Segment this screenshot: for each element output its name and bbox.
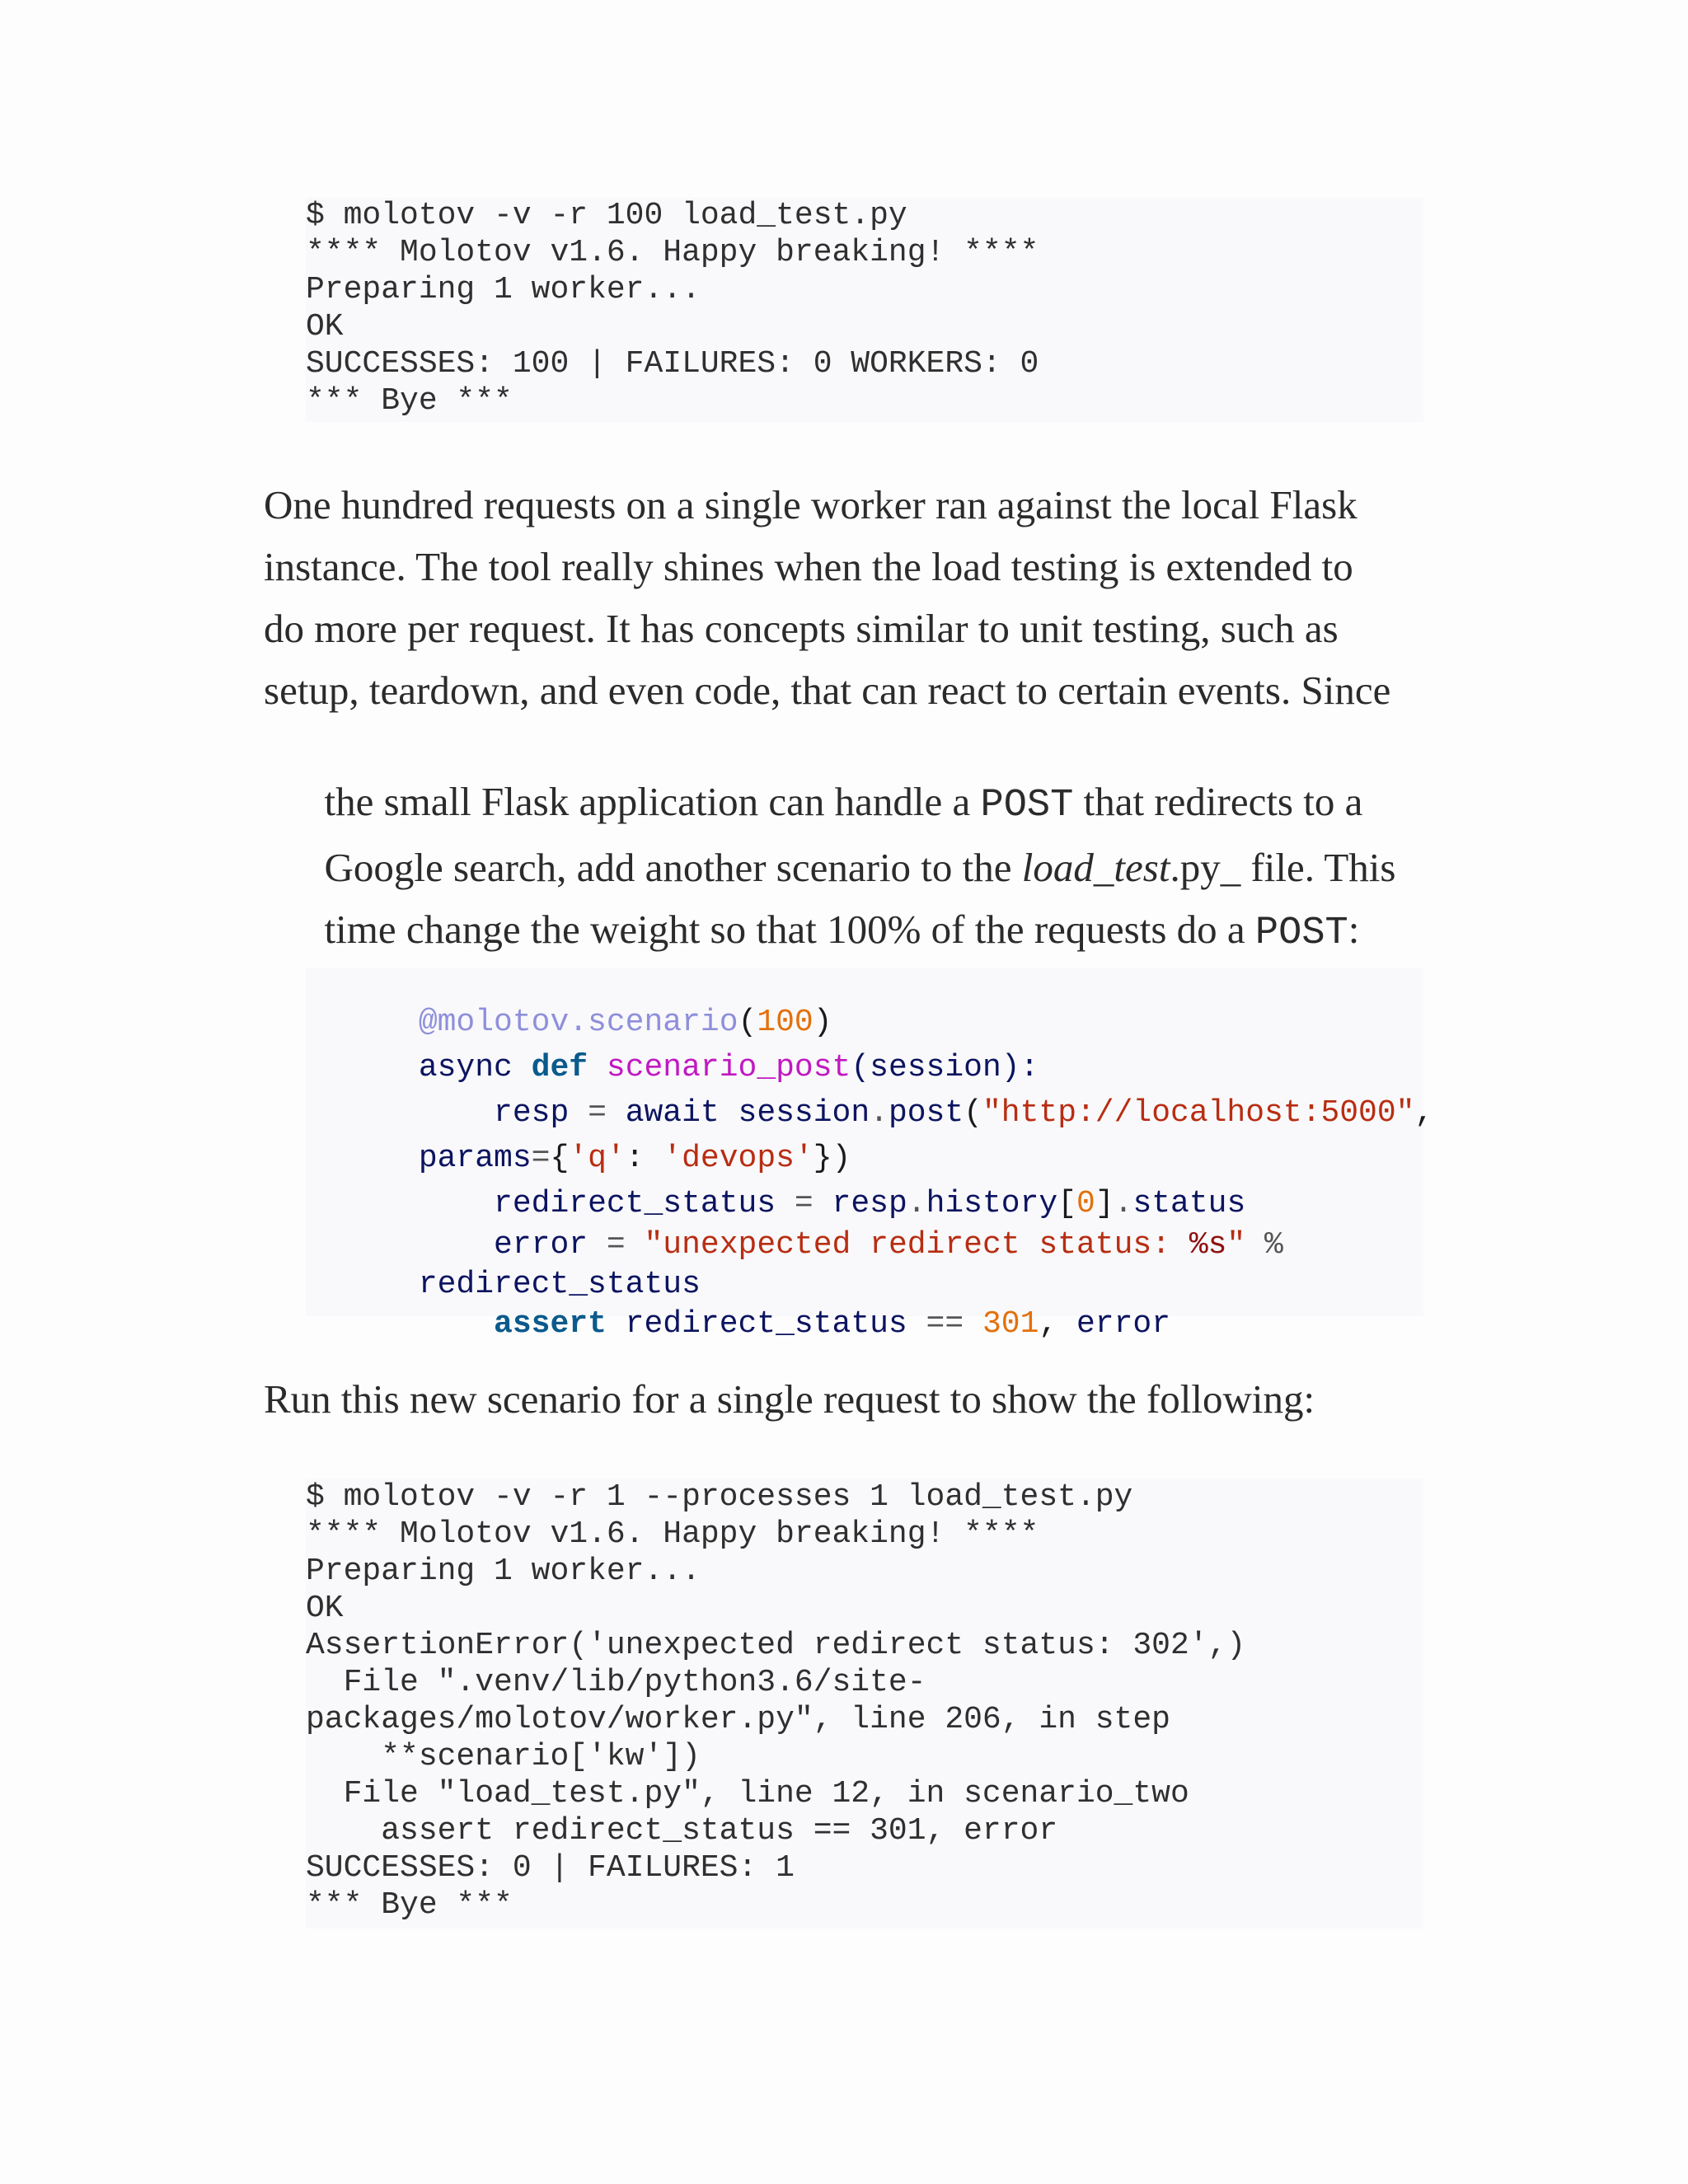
paragraph-text: .py_ file. This xyxy=(1170,845,1396,890)
code-string: "http://localhost:5000" xyxy=(982,1095,1415,1131)
paragraph-text: time change the weight so that 100% of the requests do a xyxy=(324,907,1255,952)
code-function-name: scenario_post xyxy=(606,1050,851,1085)
code-identifier: history xyxy=(926,1186,1058,1221)
code-identifier: redirect_status xyxy=(418,1267,701,1302)
code-format-spec: %s xyxy=(1189,1227,1227,1263)
code-line xyxy=(306,1059,1434,1131)
paragraph-line xyxy=(264,728,1363,827)
code-operator: . xyxy=(907,1186,926,1221)
code-punct: , xyxy=(1414,1095,1434,1131)
code-line xyxy=(306,1191,1283,1263)
italic-filename: load_test xyxy=(1021,845,1170,890)
terminal-line: File "load_test.py", line 12, in scenario_two xyxy=(306,1776,1189,1811)
code-identifier: status xyxy=(1132,1186,1246,1221)
code-args: (session): xyxy=(851,1050,1039,1085)
paragraph-line: setup, teardown, and even code, that can react to certain events. Since xyxy=(264,668,1391,713)
terminal-line: OK xyxy=(306,1591,344,1626)
code-operator: = xyxy=(776,1186,832,1221)
code-punct: : xyxy=(625,1141,663,1176)
terminal-line: File ".venv/lib/python3.6/site- xyxy=(306,1665,926,1700)
body-paragraph-1 xyxy=(264,480,1434,955)
code-line xyxy=(306,968,832,1040)
terminal-line: **scenario['kw']) xyxy=(306,1739,701,1774)
paragraph-line xyxy=(264,855,1360,955)
code-line xyxy=(306,1270,1171,1342)
code-operator: % xyxy=(1245,1227,1283,1263)
paragraph-line: Run this new scenario for a single request to show the following: xyxy=(264,1376,1315,1422)
paragraph-line: One hundred requests on a single worker ran against the local Flask xyxy=(264,482,1357,527)
terminal-output-block-1 xyxy=(306,198,1423,422)
code-identifier: resp xyxy=(494,1095,570,1131)
code-identifier: params xyxy=(418,1141,532,1176)
code-string: 'devops' xyxy=(663,1141,814,1176)
code-string: "unexpected redirect status: xyxy=(644,1227,1189,1263)
code-operator: == xyxy=(926,1306,964,1342)
code-line xyxy=(306,1014,1039,1085)
code-punct: }) xyxy=(813,1141,851,1176)
paragraph-text: the small Flask application can handle a xyxy=(324,779,981,824)
terminal-line: packages/molotov/worker.py", line 206, in step xyxy=(306,1702,1170,1737)
terminal-line: OK xyxy=(306,309,344,344)
code-keyword: def xyxy=(531,1050,588,1085)
code-keyword: async xyxy=(418,1050,532,1085)
terminal-line: Preparing 1 worker... xyxy=(306,272,701,307)
python-code-block xyxy=(306,968,1434,1342)
code-space xyxy=(964,1306,982,1342)
code-operator: = xyxy=(531,1141,551,1176)
code-identifier: resp xyxy=(832,1186,907,1221)
inline-code-post: POST xyxy=(1254,912,1348,955)
code-line xyxy=(306,1104,851,1176)
code-operator: = xyxy=(588,1227,645,1263)
body-paragraph-2 xyxy=(264,1375,1434,1424)
code-identifier: error xyxy=(494,1227,588,1263)
terminal-line: assert redirect_status == 301, error xyxy=(306,1813,1058,1849)
code-punct: [ xyxy=(1057,1186,1077,1221)
code-identifier: error xyxy=(1076,1306,1171,1342)
paragraph-text: Google search, add another scenario to the xyxy=(324,845,1022,890)
paragraph-line xyxy=(264,794,1396,890)
paragraph-line: do more per request. It has concepts similar to unit testing, such as xyxy=(264,606,1339,651)
paragraph-text: that redirects to a xyxy=(1073,779,1363,824)
code-punct: ( xyxy=(964,1095,982,1131)
code-number: 301 xyxy=(982,1306,1039,1342)
terminal-output-block-2 xyxy=(306,1479,1423,1929)
terminal-line: $ molotov -v -r 100 load_test.py xyxy=(306,198,907,233)
terminal-line: SUCCESSES: 100 | FAILURES: 0 WORKERS: 0 xyxy=(306,346,1039,382)
terminal-line: **** Molotov v1.6. Happy breaking! **** xyxy=(306,1516,1039,1552)
code-punct: ( xyxy=(738,1005,757,1040)
terminal-line: *** Bye *** xyxy=(306,383,513,419)
paragraph-text: : xyxy=(1348,907,1360,952)
code-operator: . xyxy=(870,1095,889,1131)
terminal-line: SUCCESSES: 0 | FAILURES: 1 xyxy=(306,1850,795,1886)
code-operator: = xyxy=(569,1095,626,1131)
inline-code-post: POST xyxy=(980,784,1074,827)
code-indent xyxy=(419,1306,494,1342)
code-string: 'q' xyxy=(569,1141,626,1176)
terminal-line: $ molotov -v -r 1 --processes 1 load_test.py xyxy=(306,1479,1133,1515)
code-punct: , xyxy=(1039,1306,1076,1342)
code-line xyxy=(306,1150,1246,1221)
terminal-line: Preparing 1 worker... xyxy=(306,1554,701,1589)
code-number: 0 xyxy=(1076,1186,1095,1221)
code-keyword: assert xyxy=(494,1306,607,1342)
code-line xyxy=(306,1230,701,1302)
code-identifier: redirect_status xyxy=(494,1186,776,1221)
code-identifier: await session xyxy=(625,1095,870,1131)
code-operator: . xyxy=(1114,1186,1133,1221)
code-string: " xyxy=(1226,1227,1246,1263)
paragraph-line: instance. The tool really shines when the load testing is extended to xyxy=(264,544,1353,589)
code-punct: ) xyxy=(813,1005,832,1040)
code-identifier: post xyxy=(888,1095,964,1131)
code-number: 100 xyxy=(757,1005,814,1040)
terminal-line: *** Bye *** xyxy=(306,1887,513,1923)
code-punct: { xyxy=(550,1141,570,1176)
terminal-line: AssertionError('unexpected redirect status: 302',) xyxy=(306,1628,1246,1663)
code-punct: ] xyxy=(1095,1186,1114,1221)
code-decorator: @molotov.scenario xyxy=(418,1005,738,1040)
terminal-line: **** Molotov v1.6. Happy breaking! **** xyxy=(306,235,1039,270)
code-identifier: redirect_status xyxy=(606,1306,926,1342)
